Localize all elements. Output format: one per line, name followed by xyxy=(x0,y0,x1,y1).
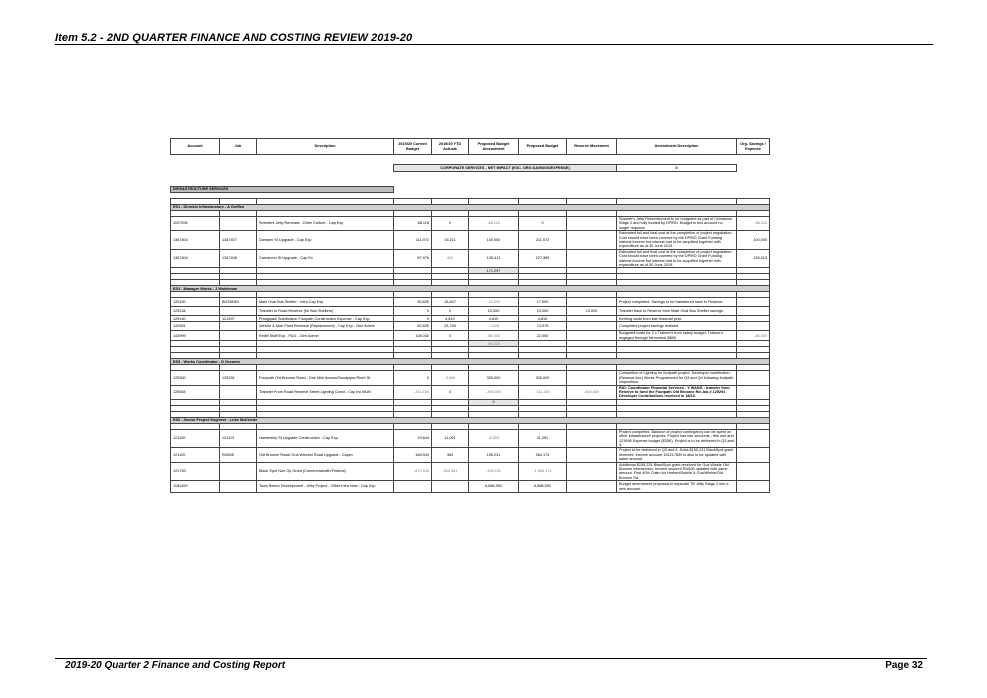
table-cell: -1,066,174 xyxy=(519,462,567,481)
table-row xyxy=(171,481,770,493)
table-cell: 11,091 xyxy=(432,429,469,448)
table-cell xyxy=(737,385,770,399)
table-cell: Project to be delivered in Q3 and 4. Extra $195,231 BlackSpot grant received. Income account 151217830 is also to be updated with same amount. xyxy=(617,448,737,462)
table-cell: 0 xyxy=(432,331,469,341)
table-cell: BUSN063 xyxy=(220,298,257,307)
table-cell: 6,868,592 xyxy=(469,481,519,493)
table-cell: Streeters Jetty Renewal - Other Culture - Cap Exp xyxy=(257,217,394,231)
table-cell: -8,353 xyxy=(469,429,519,448)
table-cell xyxy=(737,371,770,385)
footer-rule xyxy=(55,658,927,659)
page-header: Item 5.2 - 2ND QUARTER FINANCE AND COSTING REVIEW 2019-20 xyxy=(55,32,413,44)
table-cell: 11,291 xyxy=(519,429,567,448)
section-title: INFRASTRUCTURE SERVICES xyxy=(171,187,394,193)
table-cell: 6,868,592 xyxy=(519,481,567,493)
col-proposed-budget: Proposed Budget xyxy=(519,139,567,155)
table-cell: Town Beach Development - Jetty Project - Other Infra New - Cap Exp xyxy=(257,481,394,493)
col-org-savings: Org. Savings / Expense xyxy=(737,139,770,155)
table-cell: ES1 - Director Infrastructure - A Greffen xyxy=(171,205,770,211)
table-cell: RU505 xyxy=(220,448,257,462)
col-current-budget: 2019/20 Current Budget xyxy=(394,139,432,155)
page-number: Page 32 xyxy=(885,660,923,671)
col-ytd-actuals: 2019/20 YTD Actuals xyxy=(432,139,469,155)
table-cell: 1181409 xyxy=(171,481,220,493)
table-cell: 1367407 xyxy=(220,231,257,250)
table-cell: Project completed. Balance of project contingency can be spent on other infrastructure projects. Project has two accounts - this one and 121696 Expense budget ($35K). Project is to be delivered in Q3 and 4. xyxy=(617,429,737,448)
table-cell: Transfer back to Reserve from Male Oval Bus Shelter savings. xyxy=(617,307,737,316)
table-cell: Dampier St Upgrade - Cap Exp xyxy=(257,231,394,250)
table-row xyxy=(171,462,770,481)
table-cell xyxy=(567,481,617,493)
table-cell xyxy=(567,231,617,250)
table-cell: 19,644 xyxy=(394,429,432,448)
table-cell: -544,361 xyxy=(432,462,469,481)
table-cell: Old Broome Road/ Gus Winckel Road Upgrade - Capex xyxy=(257,448,394,462)
table-cell: -195,231 xyxy=(469,462,519,481)
table-cell: Kerbing costs from last financial year. xyxy=(617,316,737,322)
table-cell: ES5 - Works Coordinator - D Greaves xyxy=(171,359,770,365)
col-job: Job xyxy=(220,139,257,155)
table-cell xyxy=(737,298,770,307)
table-row xyxy=(171,307,770,316)
table-cell: Budget amendment proposed to separate TB Jetty Stage 2 into a new account. xyxy=(617,481,737,493)
table-cell: 108,000 xyxy=(394,331,432,341)
table-cell: 300,000 xyxy=(469,371,519,385)
table-cell: 15,607 xyxy=(432,298,469,307)
table-cell: Completion of Lighting for footpath project. Developer contribution. (Reserve Acc) Works Programmed for Q3 and Q4 following footpath inspections. xyxy=(617,371,737,385)
table-row xyxy=(171,371,770,385)
table-cell: 1367404 xyxy=(171,249,220,268)
table-cell: 0 xyxy=(469,399,519,405)
table-cell xyxy=(737,481,770,493)
table-cell: 100,000 xyxy=(737,231,770,250)
table-row xyxy=(171,249,770,268)
table-cell: 139,413 xyxy=(737,249,770,268)
table-cell: 121763 xyxy=(171,462,220,481)
table-cell: 125134 xyxy=(171,307,220,316)
header-rule xyxy=(55,44,933,45)
table-cell xyxy=(220,322,257,331)
table-cell: Project completed. Savings to be transferred back to Reserve. xyxy=(617,298,737,307)
table-cell: 121113 xyxy=(220,429,257,448)
table-cell: 125100 xyxy=(171,298,220,307)
table-cell xyxy=(220,462,257,481)
table-cell: 23,794 xyxy=(432,322,469,331)
table-cell xyxy=(737,462,770,481)
table-cell xyxy=(737,165,770,172)
table-cell: -13,600 xyxy=(469,298,519,307)
table-row xyxy=(171,429,770,448)
table-cell: 0 xyxy=(432,307,469,316)
table-cell: 139,413 xyxy=(469,249,519,268)
table-cell: -86,000 xyxy=(469,331,519,341)
table-cell: 121100 xyxy=(171,429,220,448)
table-cell: Streeter's Jetty Refurbishment to be budgeted as part of Chinatown Stage 2 and fully funded by DPIRD. Budget in this account no longer required. xyxy=(617,217,737,231)
table-cell: Relief Staff Exp - P&G - Gen Admin xyxy=(257,331,394,341)
table-cell: 74,975 xyxy=(519,322,567,331)
table-cell: Transfer From Road Reserve Street Lighting Const - Cap Inc MUN xyxy=(257,385,394,399)
table-cell: Estimated full and final cost at the completion of project negotiation. Cost should have been covered by the DPIRD Grant Funding interest income but interest had to be acquitted together with expenditure as of 30 June 2019. xyxy=(617,231,737,250)
table-header-row xyxy=(171,139,770,155)
table-cell: -86,000 xyxy=(737,331,770,341)
table-cell xyxy=(171,165,394,172)
table-cell: 4,810 xyxy=(432,316,469,322)
table-cell: 4,810 xyxy=(469,316,519,322)
table-cell: 17,000 xyxy=(519,298,567,307)
table-cell: -411,184 xyxy=(394,385,432,399)
table-cell: -68,116 xyxy=(469,217,519,231)
table-cell xyxy=(567,429,617,448)
table-cell xyxy=(220,331,257,341)
table-cell xyxy=(567,371,617,385)
table-cell xyxy=(220,217,257,231)
table-cell: -300,000 xyxy=(567,385,617,399)
col-reserve-movement: Reserve Movement xyxy=(567,139,617,155)
table-cell: 125140 xyxy=(171,316,220,322)
table-cell xyxy=(220,385,257,399)
col-account: Account xyxy=(171,139,220,155)
table-row xyxy=(171,231,770,250)
net-impact-value: 0 xyxy=(617,165,737,172)
table-cell: Additional $195,231 BlackSpot grant received for Gus Winkle Old Broome intersection. Income account RU505 updated with same amount. First 40% Claim for Herbert/Saville & Gus/Winkle/Old Broome Rd. xyxy=(617,462,737,481)
table-cell: 411 xyxy=(432,249,469,268)
finance-table xyxy=(170,138,770,493)
table-cell: 364,174 xyxy=(519,448,567,462)
table-cell xyxy=(394,481,432,493)
table-cell xyxy=(737,322,770,331)
table-cell: 100,000 xyxy=(469,231,519,250)
table-cell: Estimated full and final cost at the completion of project negotiation. Cost should have been covered by the DPIRD Grant Funding interest income but interest had to be acquitted together with expenditure as of 30 June 2019. xyxy=(617,249,737,268)
table-cell xyxy=(171,172,770,182)
table-row xyxy=(171,448,770,462)
table-row xyxy=(171,331,770,341)
footer-report-title: 2019-20 Quarter 2 Finance and Costing Report xyxy=(65,660,286,671)
table-cell: -300,000 xyxy=(469,385,519,399)
col-budget-amendment: Proposed Budget Amendment xyxy=(469,139,519,155)
table-cell: -68,116 xyxy=(737,217,770,231)
table-cell: 68,116 xyxy=(394,217,432,231)
table-cell xyxy=(567,462,617,481)
table-row xyxy=(171,217,770,231)
table-cell: Frangipani Subdivision Footpath Construction Expense - Cap Exp xyxy=(257,316,394,322)
table-cell: Budgeted costs for 2 x Trainee's from salary budget. Trainee's engaged through Nirrumbuk $86K. xyxy=(617,331,737,341)
table-cell xyxy=(567,322,617,331)
table-cell: 1367408 xyxy=(220,249,257,268)
table-cell: 111,972 xyxy=(394,231,432,250)
table-cell: 121100 xyxy=(171,448,220,462)
table-cell: 16,211 xyxy=(432,231,469,250)
table-cell: Transfer to Road Reserve (for Bus Shelters) xyxy=(257,307,394,316)
table-cell: 1107208 xyxy=(171,217,220,231)
table-cell xyxy=(432,481,469,493)
table-cell: 168,943 xyxy=(394,448,432,462)
table-cell: 0 xyxy=(432,385,469,399)
table-cell: 125064 xyxy=(171,385,220,399)
table-cell: 211,972 xyxy=(519,231,567,250)
col-description: Description xyxy=(257,139,394,155)
table-cell: 0 xyxy=(394,307,432,316)
table-cell xyxy=(737,307,770,316)
table-cell: Black Spot Non Op Grant (Commonwealth/Federal) xyxy=(257,462,394,481)
table-cell: 0 xyxy=(519,217,567,231)
table-cell: Hamersley St Upgrade Construction - Cap Exp xyxy=(257,429,394,448)
table-row xyxy=(171,298,770,307)
table-cell xyxy=(567,217,617,231)
table-cell: 13,000 xyxy=(567,307,617,316)
table-cell: 195,231 xyxy=(469,448,519,462)
table-cell: 142551 xyxy=(171,322,220,331)
table-cell: -7,625 xyxy=(469,322,519,331)
table-cell: Footpath Old Broome Road - One Mile Access/Sandpiper/Short St xyxy=(257,371,394,385)
table-row xyxy=(171,322,770,331)
table-cell xyxy=(737,448,770,462)
table-cell: -3,089 xyxy=(432,371,469,385)
table-cell: 300,000 xyxy=(519,371,567,385)
table-cell: 0 xyxy=(432,217,469,231)
table-cell: 143999 xyxy=(171,331,220,341)
table-cell: 0 xyxy=(394,371,432,385)
table-cell: Male Oval Bus Shelter - Infra Cap Exp xyxy=(257,298,394,307)
table-cell xyxy=(220,307,257,316)
table-row xyxy=(171,385,770,399)
table-cell: -111,184 xyxy=(519,385,567,399)
table-cell: 13,000 xyxy=(469,307,519,316)
table-cell xyxy=(567,298,617,307)
table-cell: 30,600 xyxy=(394,298,432,307)
table-cell: -89,215 xyxy=(469,341,519,347)
table-cell: 22,000 xyxy=(519,331,567,341)
table-cell: RIO: Coordinator Financial Services - Y WANG - transfer from Reserve to fund the Footpath Old Broome Rd Job # 125291 Developer Contributions received in 18/19. xyxy=(617,385,737,399)
table-cell: 13,000 xyxy=(519,307,567,316)
table-cell: 87,976 xyxy=(394,249,432,268)
table-cell xyxy=(567,331,617,341)
table-cell: 1367404 xyxy=(171,231,220,250)
table-cell: ES3 - Manager Works - J Walshman xyxy=(171,286,770,292)
table-cell: 227,389 xyxy=(519,249,567,268)
table-cell: 4,810 xyxy=(519,316,567,322)
table-cell xyxy=(567,448,617,462)
table-cell xyxy=(737,429,770,448)
table-cell: 125291 xyxy=(220,371,257,385)
table-cell: 171,297 xyxy=(469,268,519,274)
table-cell: 364 xyxy=(432,448,469,462)
table-cell xyxy=(567,249,617,268)
table-cell: Vehicle & Mob Plant Renewal (Replacement) - Cap Exp - Gen Admin xyxy=(257,322,394,331)
table-cell: Completed project savings realised. xyxy=(617,322,737,331)
table-cell: 121597 xyxy=(220,316,257,322)
table-cell: 0 xyxy=(394,316,432,322)
net-impact-row xyxy=(171,165,770,172)
table-cell: 125300 xyxy=(171,371,220,385)
table-cell: 82,600 xyxy=(394,322,432,331)
table-cell xyxy=(171,155,770,165)
table-cell: ES6 - Senior Project Engineer - Luke McKenzie xyxy=(171,417,770,423)
table-cell xyxy=(220,481,257,493)
col-amendment-description: Amendment Description xyxy=(617,139,737,155)
net-impact-label: CORPORATE SERVICES - NET IMPACT (EXC. ORG.SAVINGS/EXPENSE) xyxy=(394,165,617,172)
table-cell: Carnarvon St Upgrade - Cap Ex xyxy=(257,249,394,268)
table-cell: -870,943 xyxy=(394,462,432,481)
